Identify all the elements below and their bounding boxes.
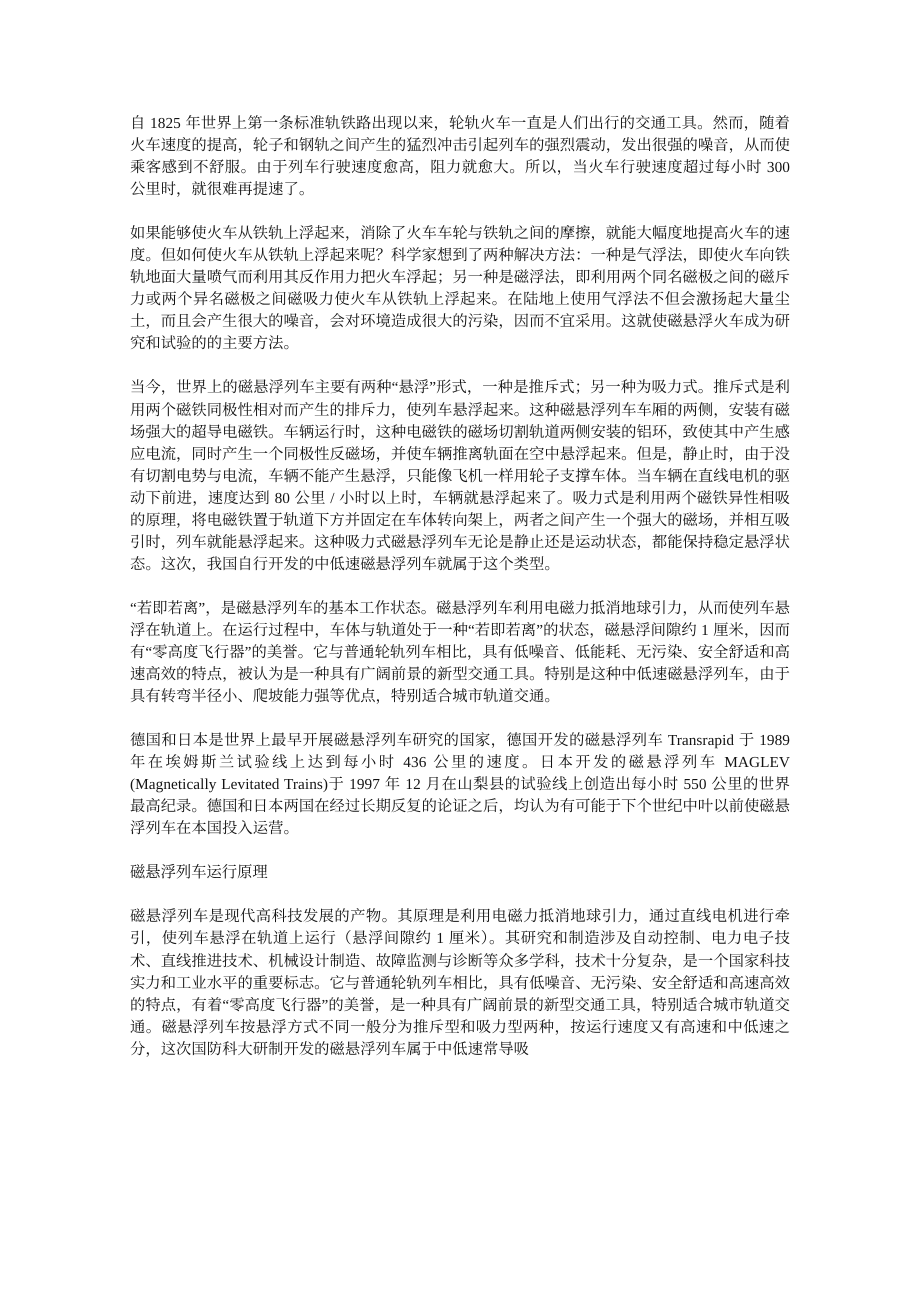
paragraph-2: 如果能够使火车从铁轨上浮起来，消除了火车车轮与铁轨之间的摩擦，就能大幅度地提高火车的速度。但如何使火车从铁轨上浮起来呢？科学家想到了两种解决方法：一种是气浮法，即使火车向铁轨地面大量喷气而利用其反作用力把火车浮起；另一种是磁浮法，即利用两个同名磁极之间的磁斥力或两个异名磁极之间磁吸力使火车从铁轨上浮起来。在陆地上使用气浮法不但会激扬起大量尘土，而且会产生很大的噪音，会对环境造成很大的污染，因而不宜采用。这就使磁悬浮火车成为研究和试验的的主要方法。 (130, 225, 790, 353)
paragraph-3: 当今，世界上的磁悬浮列车主要有两种“悬浮”形式，一种是推斥式；另一种为吸力式。推斥式是利用两个磁铁同极性相对而产生的排斥力，使列车悬浮起来。这种磁悬浮列车车厢的两侧，安装有磁场强大的超导电磁铁。车辆运行时，这种电磁铁的磁场切割轨道两侧安装的铝环，致使其中产生感应电流，同时产生一个同极性反磁场，并使车辆推离轨面在空中悬浮起来。但是，静止时，由于没有切割电势与电流，车辆不能产生悬浮，只能像飞机一样用轮子支撑车体。当车辆在直线电机的驱动下前进，速度达到 80 公里 / 小时以上时，车辆就悬浮起来了。吸力式是利用两个磁铁异性相吸的原理，将电磁铁置于轨道下方并固定在车体转向架上，两者之间产生一个强大的磁场，并相互吸引时，列车就能悬浮起来。这种吸力式磁悬浮列车无论是静止还是运动状态，都能保持稳定悬浮状态。这次，我国自行开发的中低速磁悬浮列车就属于这个类型。 (130, 379, 790, 573)
paragraph-1: 自 1825 年世界上第一条标准轨铁路出现以来，轮轨火车一直是人们出行的交通工具。然而，随着火车速度的提高，轮子和钢轨之间产生的猛烈冲击引起列车的强烈震动，发出很强的噪音，从而使乘客感到不舒服。由于列车行驶速度愈高，阻力就愈大。所以，当火车行驶速度超过每小时 300 公里时，就很难再提速了。 (130, 115, 790, 199)
paragraph-5: 德国和日本是世界上最早开展磁悬浮列车研究的国家，德国开发的磁悬浮列车 Transrapid 于 1989 年在埃姆斯兰试验线上达到每小时 436 公里的速度。日本开发的磁悬浮列车 MAGLEV (Magnetically Levitated Trains)于 1997 年 12 月在山梨县的试验线上创造出每小时 550 公里的世界最高纪录。德国和日本两国在经过长期反复的论证之后，均认为有可能于下个世纪中叶以前使磁悬浮列车在本国投入运营。 (130, 732, 790, 838)
document-body (130, 113, 790, 1061)
section-heading-operating-principle: 磁悬浮列车运行原理 (130, 864, 268, 882)
paragraph-6: 磁悬浮列车是现代高科技发展的产物。其原理是利用电磁力抵消地球引力，通过直线电机进行牵引，使列车悬浮在轨道上运行（悬浮间隙约 1 厘米）。其研究和制造涉及自动控制、电力电子技术、直线推进技术、机械设计制造、故障监测与诊断等众多学科，技术十分复杂，是一个国家科技实力和工业水平的重要标志。它与普通轮轨列车相比，具有低噪音、无污染、安全舒适和高速高效的特点，有着“零高度飞行器”的美誉，是一种具有广阔前景的新型交通工具，特别适合城市轨道交通。磁悬浮列车按悬浮方式不同一般分为推斥型和吸力型两种，按运行速度又有高速和中低速之分，这次国防科大研制开发的磁悬浮列车属于中低速常导吸 (130, 908, 790, 1058)
paragraph-4: “若即若离”，是磁悬浮列车的基本工作状态。磁悬浮列车利用电磁力抵消地球引力，从而使列车悬浮在轨道上。在运行过程中，车体与轨道处于一种“若即若离”的状态，磁悬浮间隙约 1 厘米，因而有“零高度飞行器”的美誉。它与普通轮轨列车相比，具有低噪音、低能耗、无污染、安全舒适和高速高效的特点，被认为是一种具有广阔前景的新型交通工具。特别是这种中低速磁悬浮列车，由于具有转弯半径小、爬坡能力强等优点，特别适合城市轨道交通。 (130, 599, 790, 706)
